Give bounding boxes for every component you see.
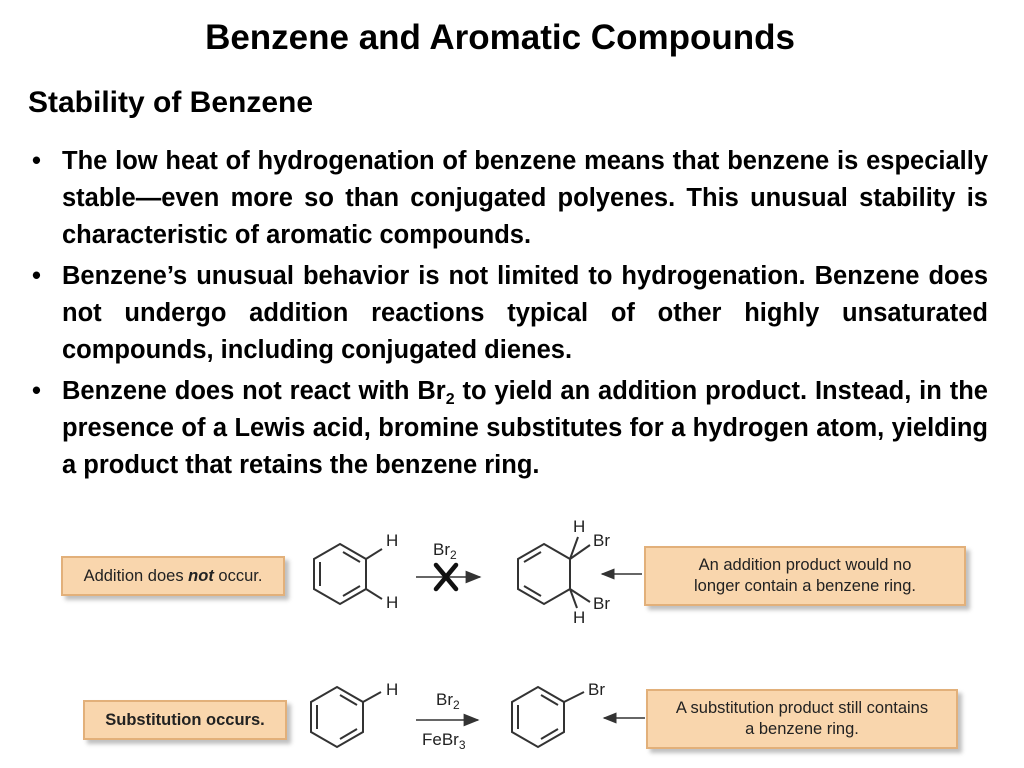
catalyst-label <box>422 730 466 750</box>
substitution-explanation-callout <box>646 689 958 749</box>
product-br-top-label: Br <box>593 531 610 550</box>
substitution-explanation-text: A substitution product still contains a benzene ring. <box>675 699 929 738</box>
bullet-text-3b: to yield an addition product. Instead, in the presence of a Lewis acid, bromine substitutes for a hydrogen atom, yielding a product that retains the benzene ring. <box>62 377 988 479</box>
addition-explanation-text: An addition product would no longer contain a benzene ring. <box>694 556 916 595</box>
bullet-text-2: Benzene’s unusual behavior is not limited to hydrogenation. Benzene does not undergo addition reactions typical of other highly unsaturated compounds, including conjugated dienes. <box>62 262 988 364</box>
substitution-occurs-callout: Substitution occurs. <box>83 700 287 740</box>
reactant-h-top-label: H <box>386 531 399 550</box>
addition-explanation-callout <box>644 546 966 606</box>
benzene-ring-substitution-reactant <box>311 687 381 747</box>
substitution-reagent-label <box>436 690 460 710</box>
bullet-text-3-subscript: 2 <box>445 391 455 408</box>
reactant-h-label: H <box>386 680 399 699</box>
addition-not-occur-callout <box>61 556 285 596</box>
product-h-bottom-label: H <box>573 608 586 627</box>
bullet-dot: • <box>32 147 41 175</box>
product-br-bottom-label: Br <box>593 594 610 613</box>
substitution-reagent-subscript: 2 <box>453 698 460 712</box>
addition-reagent-text: Br <box>433 540 450 559</box>
reactant-h-bottom-label: H <box>386 593 399 612</box>
slide-title: Benzene and Aromatic Compounds <box>205 18 795 57</box>
benzene-ring-addition-reactant <box>314 544 382 604</box>
cyclohexadiene-product-ring <box>518 537 590 608</box>
catalyst-subscript: 3 <box>458 738 466 752</box>
section-heading: Stability of Benzene <box>28 86 314 119</box>
bullet-dot: • <box>32 262 41 290</box>
addition-callout-text-pre: Addition does <box>83 566 189 585</box>
catalyst-text: FeBr <box>422 730 459 749</box>
bromobenzene-product-ring <box>512 687 584 747</box>
addition-callout-text-post: occur. <box>213 566 263 585</box>
addition-callout-emphasis: not <box>188 566 214 585</box>
product-br-label: Br <box>588 680 605 699</box>
addition-reagent-subscript: 2 <box>450 548 457 562</box>
product-h-top-label: H <box>573 517 586 536</box>
substitution-reagent-text: Br <box>436 690 453 709</box>
bullet-text-3a: Benzene does not react with Br <box>62 377 446 405</box>
bullet-dot: • <box>32 377 41 405</box>
bullet-text-1: The low heat of hydrogenation of benzene means that benzene is especially stable—even more so than conjugated polyenes. This unusual stability is characteristic of aromatic compounds. <box>62 147 988 249</box>
addition-reagent-label <box>433 540 457 560</box>
